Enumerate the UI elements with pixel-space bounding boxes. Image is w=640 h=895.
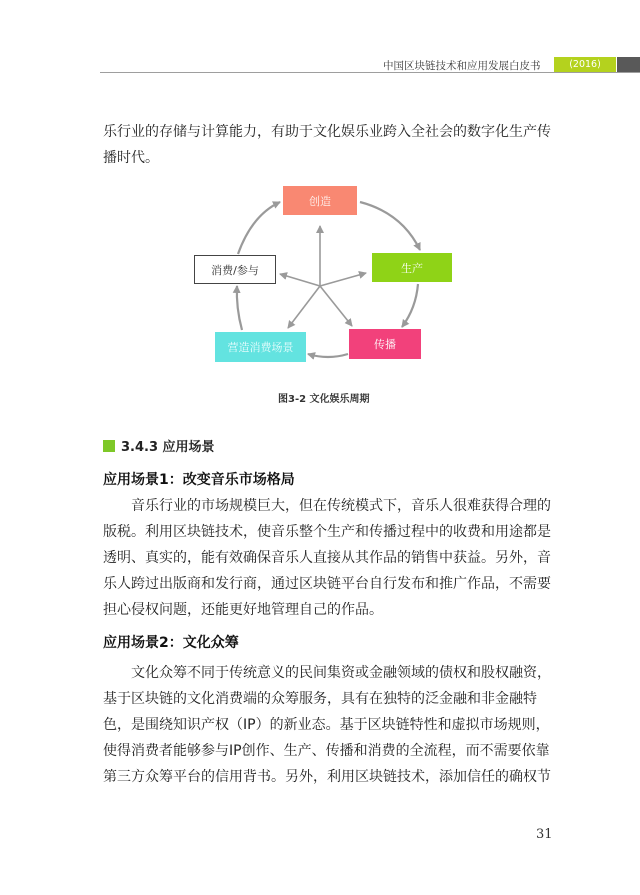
section-marker-square	[103, 440, 115, 452]
arc-spread-to-experience	[308, 354, 348, 357]
section-title-text: 应用场景	[162, 440, 215, 455]
scenario2-body: 文化众筹不同于传统意义的民间集资或金融领域的债权和股权融资，基于区块链的文化消费端的众筹服务，具有在独特的泛金融和非金融特色，是围绕知识产权（IP）的新业态。基于区块链特性和虚拟市场规则，使得消费者能够参与IP创作、生产、传播和消费的全流程，而不需要依靠第三方众筹平台的信用背书。另外，利用区块链技术，添加信任的确权节	[103, 665, 551, 785]
arc-produce-to-spread	[402, 284, 418, 327]
spoke-experience	[288, 286, 320, 328]
header-rule	[100, 72, 640, 73]
arc-experience-to-consume	[237, 286, 242, 330]
scenario2-heading: 应用场景2：文化众筹	[103, 635, 239, 651]
intro-paragraph: 乐行业的存储与计算能力，有助于文化娱乐业跨入全社会的数字化生产传播时代。	[103, 124, 551, 166]
section-heading	[121, 436, 215, 455]
header-tab-block	[617, 57, 640, 72]
spoke-spread	[320, 286, 352, 326]
spoke-consume	[280, 274, 320, 286]
arc-create-to-produce	[360, 202, 420, 250]
node-experience: 营造消费场景	[215, 332, 306, 362]
node-consume: 消费/参与	[194, 255, 276, 284]
scenario1-body: 音乐行业的市场规模巨大，但在传统模式下，音乐人很难获得合理的版税。利用区块链技术，使音乐整个生产和传播过程中的收费和用途都是透明、真实的，能有效确保音乐人直接从其作品的销售中获益。另外，音乐人跨过出版商和发行商，通过区块链平台自行发布和推广作品，不需要担心侵权问题，还能更好地管理自己的作品。	[103, 498, 551, 618]
node-produce: 生产	[372, 253, 452, 282]
node-create: 创造	[283, 186, 357, 215]
culture-cycle-diagram	[180, 180, 470, 375]
arc-consume-to-create	[238, 202, 280, 254]
page-number: 31	[536, 827, 553, 842]
section-number: 3.4.3	[121, 440, 159, 455]
header-book-title: 中国区块链技术和应用发展白皮书	[383, 60, 541, 72]
scenario1-heading: 应用场景1：改变音乐市场格局	[103, 472, 295, 488]
figure-caption: 图3-2 文化娱乐周期	[278, 394, 370, 405]
header-year-badge: (2016)	[554, 57, 616, 72]
node-spread: 传播	[349, 329, 421, 359]
spoke-produce	[320, 273, 366, 286]
